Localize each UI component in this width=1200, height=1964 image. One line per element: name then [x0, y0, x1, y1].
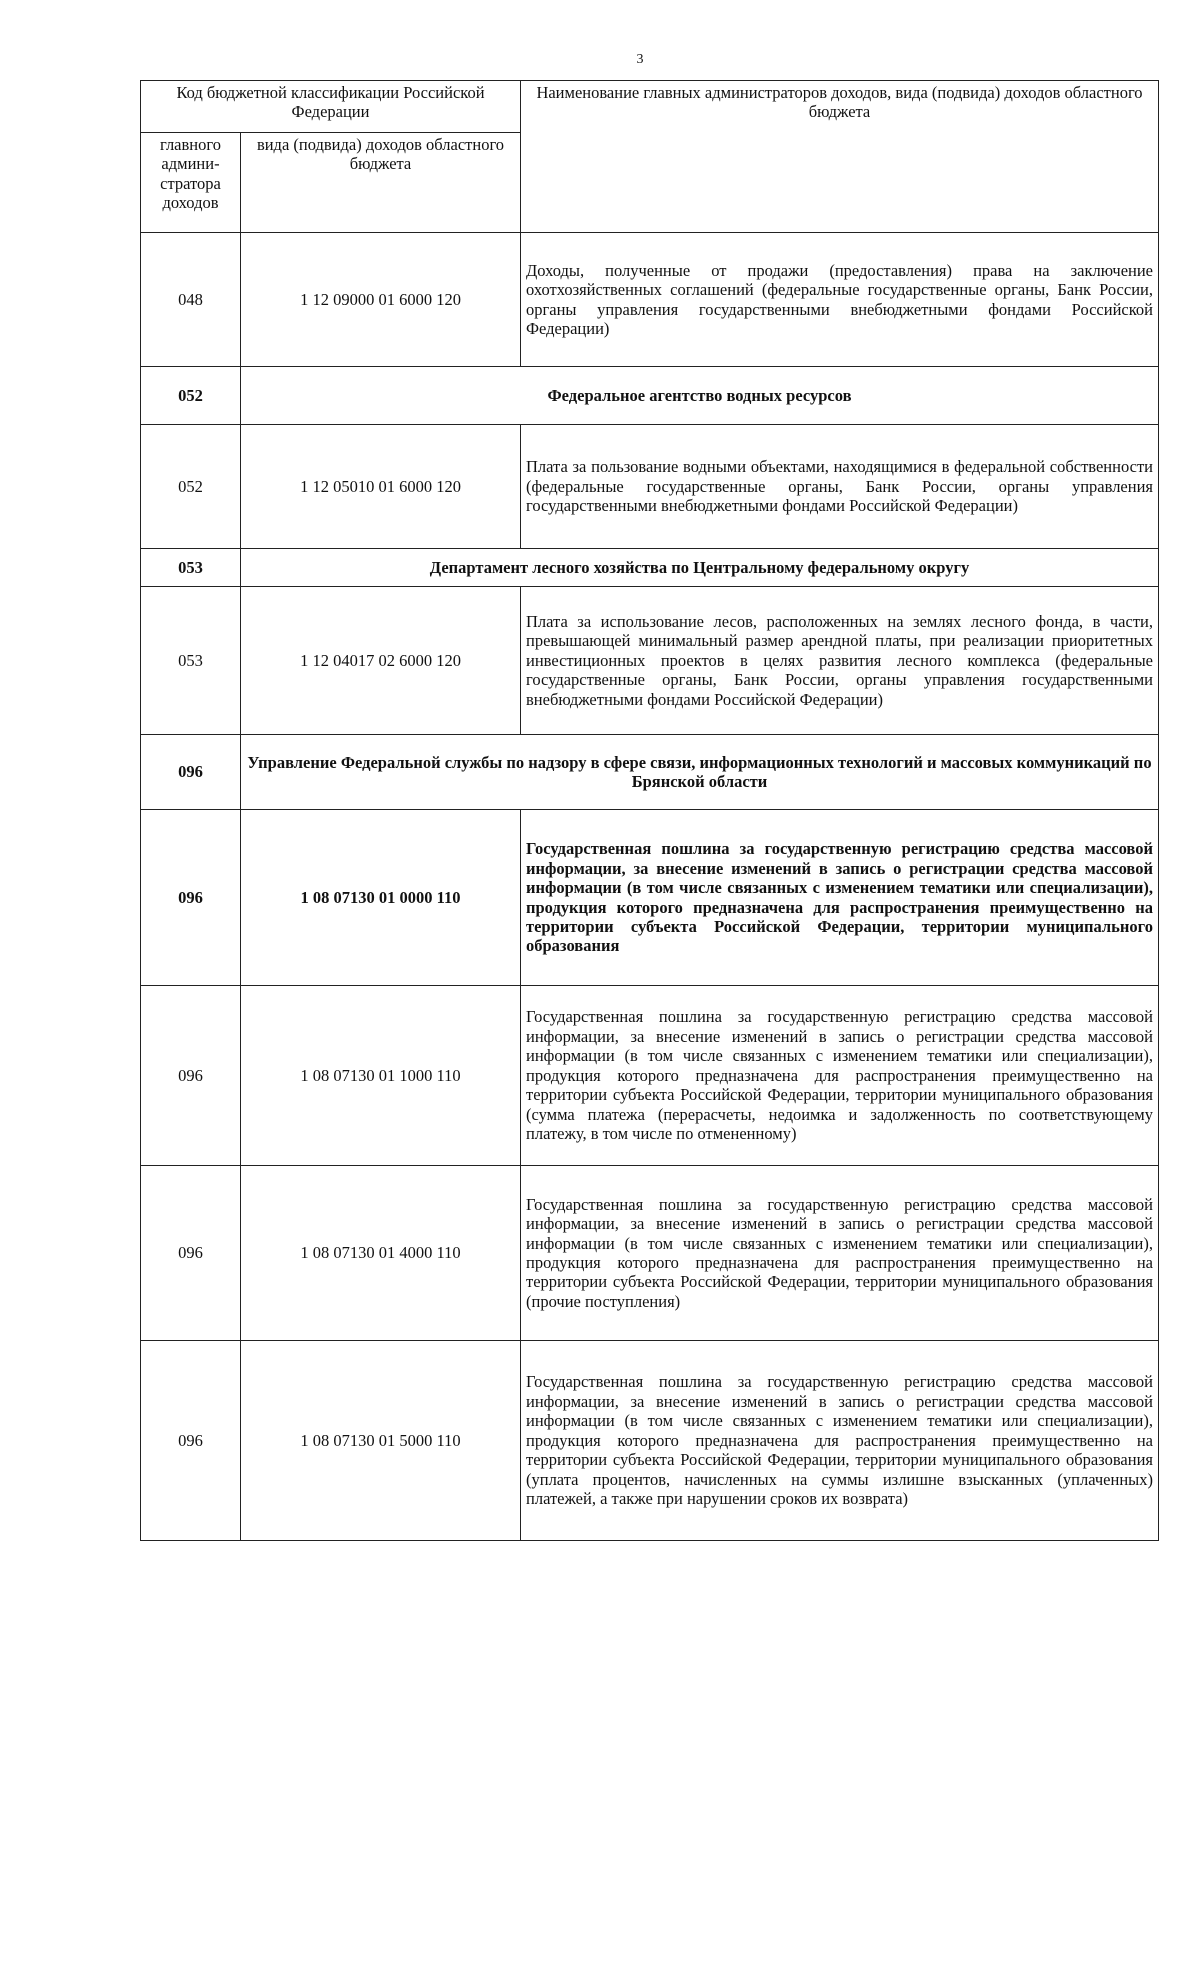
- revenue-code-cell: 1 08 07130 01 1000 110: [241, 986, 521, 1166]
- admin-code-cell: 096: [141, 986, 241, 1166]
- revenue-name-cell: Государственная пошлина за государственную регистрацию средства массовой информации, за внесение изменений в запись о регистрации средства массовой информации (в том числе связанных с изменением тематики или специализации), продукция которого предназначена для распространения преимущественно на территории субъекта Российской Федерации, территории муниципального образования: [521, 810, 1159, 986]
- revenue-code-cell: 1 08 07130 01 4000 110: [241, 1166, 521, 1341]
- group-title: Федеральное агентство водных ресурсов: [241, 367, 1159, 425]
- type-column-header: вида (подвида) доходов областного бюджета: [241, 133, 521, 233]
- admin-code-cell: 096: [141, 1341, 241, 1541]
- group-admin-code: 052: [141, 367, 241, 425]
- revenue-name-cell: Государственная пошлина за государственную регистрацию средства массовой информации, за внесение изменений в запись о регистрации средства массовой информации (в том числе связанных с изменением тематики или специализации), продукция которого предназначена для распространения преимущественно на территории субъекта Российской Федерации, территории муниципального образования (уплата процентов, начисленных на суммы излишне взысканных (уплаченных) платежей, а также при нарушении сроков их возврата): [521, 1341, 1159, 1541]
- revenue-administrators-table: [140, 80, 1158, 1541]
- admin-code-cell: 096: [141, 1166, 241, 1341]
- group-row: [141, 735, 1159, 810]
- revenue-name-cell: Государственная пошлина за государственную регистрацию средства массовой информации, за внесение изменений в запись о регистрации средства массовой информации (в том числе связанных с изменением тематики или специализации), продукция которого предназначена для распространения преимущественно на территории субъекта Российской Федерации, территории муниципального образования (прочие поступления): [521, 1166, 1159, 1341]
- admin-column-header: главного админи-стратора доходов: [141, 133, 241, 233]
- table-row: [141, 810, 1159, 986]
- table-row: [141, 425, 1159, 549]
- revenue-code-cell: 1 08 07130 01 5000 110: [241, 1341, 521, 1541]
- name-column-header: Наименование главных администраторов доходов, вида (подвида) доходов областного бюджета: [521, 81, 1159, 233]
- group-title: Департамент лесного хозяйства по Центральному федеральному округу: [241, 549, 1159, 587]
- admin-code-cell: 052: [141, 425, 241, 549]
- revenue-name-cell: Доходы, полученные от продажи (предоставления) права на заключение охотхозяйственных соглашений (федеральные государственные органы, Банк России, органы управления государственными внебюджетными фондами Российской Федерации): [521, 233, 1159, 367]
- admin-code-cell: 053: [141, 587, 241, 735]
- revenue-code-cell: 1 12 09000 01 6000 120: [241, 233, 521, 367]
- kbk-header: Код бюджетной классификации Российской Федерации: [141, 81, 521, 133]
- table-row: [141, 233, 1159, 367]
- table-row: [141, 1341, 1159, 1541]
- group-row: [141, 367, 1159, 425]
- revenue-code-cell: 1 12 04017 02 6000 120: [241, 587, 521, 735]
- page-number: 3: [636, 52, 644, 67]
- group-admin-code: 096: [141, 735, 241, 810]
- revenue-name-cell: Плата за использование лесов, расположенных на землях лесного фонда, в части, превышающей минимальный размер арендной платы, при реализации приоритетных инвестиционных проектов в целях развития лесного комплекса (федеральные государственные органы, Банк России, органы управления государственными внебюджетными фондами Российской Федерации): [521, 587, 1159, 735]
- group-title: Управление Федеральной службы по надзору в сфере связи, информационных технологий и массовых коммуникаций по Брянской области: [241, 735, 1159, 810]
- admin-code-cell: 096: [141, 810, 241, 986]
- revenue-code-cell: 1 12 05010 01 6000 120: [241, 425, 521, 549]
- table-row: [141, 587, 1159, 735]
- group-row: [141, 549, 1159, 587]
- revenue-code-cell: 1 08 07130 01 0000 110: [241, 810, 521, 986]
- revenue-name-cell: Государственная пошлина за государственную регистрацию средства массовой информации, за внесение изменений в запись о регистрации средства массовой информации (в том числе связанных с изменением тематики или специализации), продукция которого предназначена для распространения преимущественно на территории субъекта Российской Федерации, территории муниципального образования (сумма платежа (перерасчеты, недоимка и задолженность по соответствующему платежу, в том числе по отмененному): [521, 986, 1159, 1166]
- group-admin-code: 053: [141, 549, 241, 587]
- table-row: [141, 986, 1159, 1166]
- table-row: [141, 1166, 1159, 1341]
- revenue-name-cell: Плата за пользование водными объектами, находящимися в федеральной собственности (федеральные государственные органы, Банк России, органы управления государственными внебюджетными фондами Российской Федерации): [521, 425, 1159, 549]
- admin-code-cell: 048: [141, 233, 241, 367]
